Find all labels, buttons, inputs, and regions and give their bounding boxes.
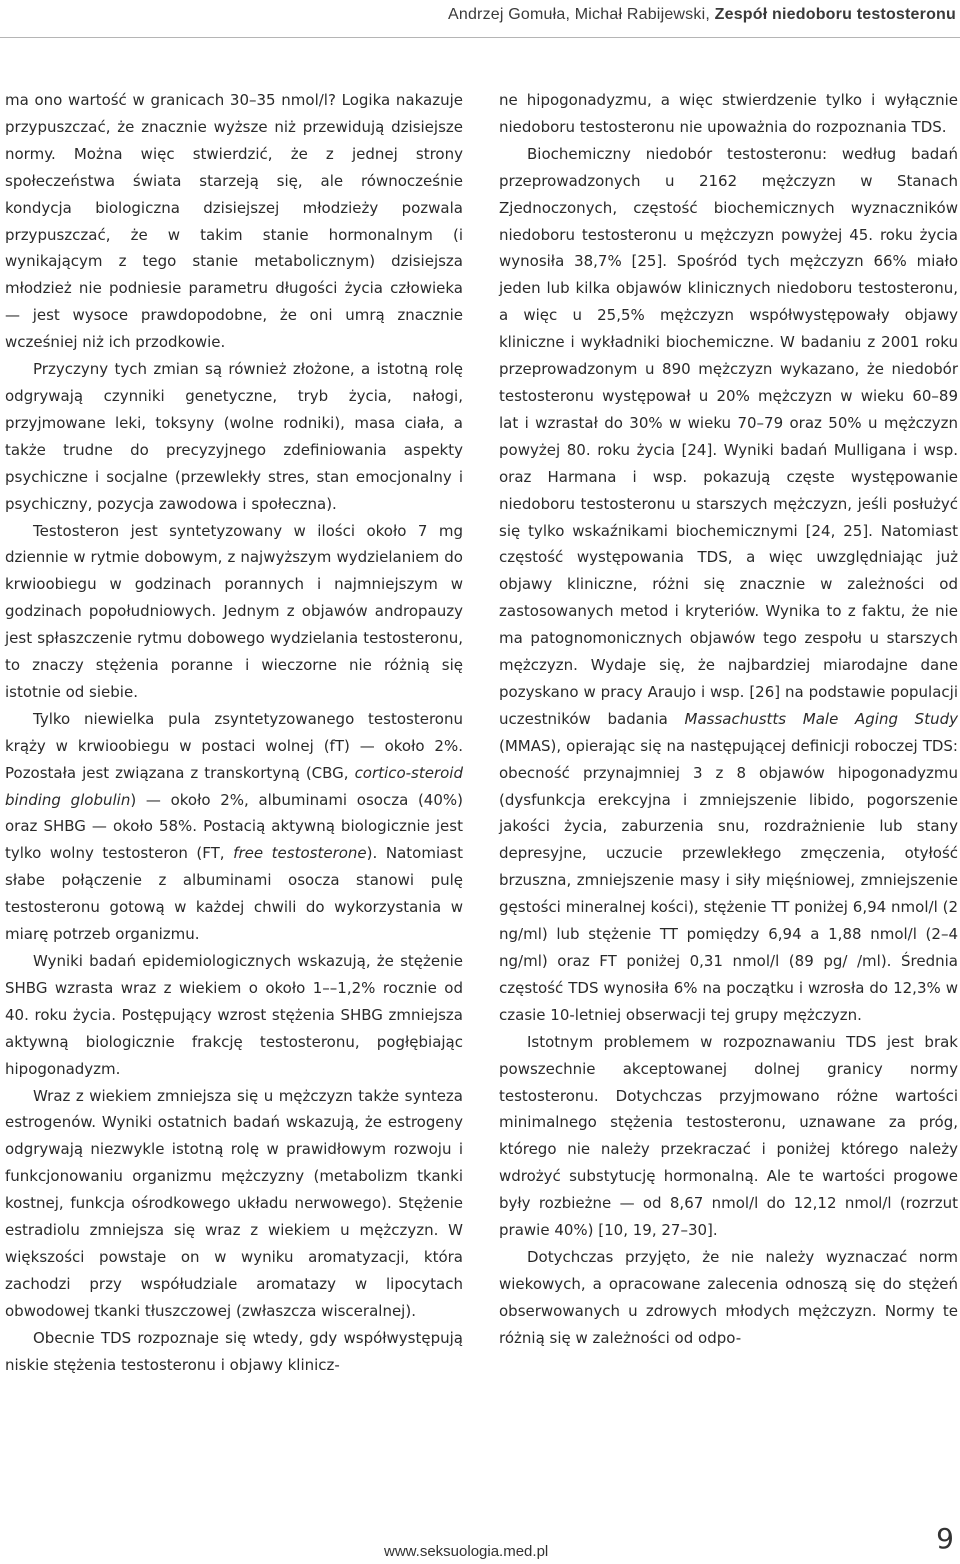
running-header (448, 6, 956, 24)
paragraph-text: ). Natomiast słabe połączenie z albuminami osocza stanowi pulę testosteronu gotową w każdej chwili do wykorzystania w miarę potrzeb organizmu. (5, 844, 463, 944)
paragraph: ne hipogonadyzmu, a więc stwierdzenie tylko i wyłącznie niedoboru testosteronu nie upoważnia do rozpoznania TDS. (499, 91, 958, 136)
right-column (499, 87, 958, 1352)
paragraph: ma ono wartość w granicach 30–35 nmol/l? Logika nakazuje przypuszczać, że znacznie wyższe niż przewidują dzisiejsze normy. Można więc stwierdzić, że z jednej strony społeczeństwa świata starzeją się, ale równocześnie kondycja biologiczna dzisiejszej młodzieży pozwala przypuszczać, że w takim stanie hormonalnym (i wynikającym z tego stanie metabolicznym) dzisiejsza młodzież nie podniesie parametru długości życia człowieka — jest wysoce prawdopodobne, że oni umrą znacznie wcześniej niż ich przodkowie. (5, 91, 463, 352)
header-authors: Andrzej Gomuła, Michał Rabijewski, (447, 6, 715, 23)
paragraph-text: Tylko niewielka pula zsyntetyzowanego testosteronu krąży w krwioobiegu w postaci wolnej (fT) — około 2%. Pozostała jest związana z transkortyną (CBG, (5, 709, 463, 782)
paragraph: Istotnym problemem w rozpoznawaniu TDS jest brak powszechnie akceptowanej dolnej granicy normy testosteronu. Dotychczas przyjmowano różne wartości minimalnego stężenia testosteronu, uznawane za próg, którego nie należy przekraczać i poniżej którego należy wdrożyć substytucję hormonalną. Ale te wartości progowe były rozbieżne — od 8,67 nmol/l do 12,12 nmol/l (rozrzut prawie 40%) [10, 19, 27–30]. (499, 1032, 958, 1240)
paragraph: Wraz z wiekiem zmniejsza się u mężczyzn także synteza estrogenów. Wyniki ostatnich badań wskazują, że estrogeny odgrywają niezwykle istotną rolę w prawidłowym rozwoju i funkcjonowaniu organizmu mężczyzny (metabolizm tkanki kostnej, funkcja ośrodkowego układu nerwowego). Stężenie estradiolu zmniejsza się wraz z wiekiem u mężczyzn. W większości powstaje on w wyniku aromatyzacji, która zachodzi przy współudziale aromatazy w lipocytach obwodowej tkanki tłuszczowej (zwłaszcza wisceralnej). (5, 1086, 463, 1320)
paragraph-text: (MMAS), opierając się na następującej definicji roboczej TDS: obecność przynajmniej 3 z 8 objawów hipogonadyzmu (dysfunkcja erekcyjna i zmniejszenie libido, pogorszenie jakości życia, zaburzenia snu, rozdrażnienie lub stany depresyjne, uczucie przewlekłego zmęczenia, otyłość brzuszna, zmniejszenie masy i siły mięśniowej, zmniejszenie gęstości mineralnej kości), stężenie TT poniżej 6,94 nmol/l (2 ng/ml) lub stężenie TT pomiędzy 6,94 a 1,88 nmol/l (2–4 ng/ml) oraz FT poniżej 0,31 nmol/l (89 pg/ /ml). Średnia częstość TDS wynosiła 6% na początku i wzrosła do 12,3% w czasie 10-letniej obserwacji tej grupy mężczyzn. (499, 736, 958, 1024)
paragraph: Wyniki badań epidemiologicznych wskazują, że stężenie SHBG wzrasta wraz z wiekiem o około 1––1,2% rocznie od 40. roku życia. Postępujący wzrost stężenia SHBG zmniejsza aktywną biologicznie frakcję testosteronu, pogłębiając hipogonadyzm. (5, 952, 463, 1078)
paragraph (499, 141, 958, 1029)
header-title: Zespół niedoboru testosteronu (714, 6, 956, 23)
header-divider (0, 37, 960, 38)
paragraph: Obecnie TDS rozpoznaje się wtedy, gdy współwystępują niskie stężenia testosteronu i objawy klinicz- (5, 1328, 463, 1374)
paragraph: Przyczyny tych zmian są również złożone, a istotną rolę odgrywają czynniki genetyczne, tryb życia, nałogi, przyjmowane leki, toksyny (wolne rodniki), masa ciała, a także trudne do precyzyjnego zdefiniowania aspekty psychiczne i socjalne (przewlekły stres, stan emocjonalny i psychiczny, pozycja zawodowa i społeczna). (5, 360, 463, 513)
italic-term: free testosterone (233, 844, 367, 863)
paragraph-text: Biochemiczny niedobór testosteronu: według badań przeprowadzonych u 2162 mężczyzn w Stanach Zjednoczonych, częstość biochemicznych wyznaczników niedoboru testosteronu u mężczyzn powyżej 45. roku życia wynosiła 38,7% [25]. Spośród tych mężczyzn 66% miało jeden lub kilka objawów klinicznych niedoboru testosteronu, a więc u 25,5% mężczyzn współwystępowały objawy kliniczne i wykładniki biochemiczne. W badaniu z 2001 roku przeprowadzonym u 890 mężczyzn wykazano, że niedobór testosteronu występował u 20% mężczyzn w wieku 60–89 lat i wzrastał do 30% w wieku 70–79 oraz 50% u mężczyzn powyżej 80. roku życia [24]. Wyniki badań Mulligana i wsp. oraz Harmana i wsp. pokazują częste występowanie niedoboru testosteronu u starszych mężczyzn, jeśli posłużyć się tylko wskaźnikami biochemicznymi [24, 25]. Natomiast częstość występowania TDS, a więc uwzględniając już objawy kliniczne, różni się znacznie w zależności od zastosowanych metod i kryteriów. Wynika to z faktu, że nie ma patognomonicznych objawów tego zespołu u starszych mężczyzn. Wydaje się, że najbardziej miarodajne dane pozyskano w pracy Araujo i wsp. [26] na podstawie populacji uczestników badania (499, 144, 958, 728)
paragraph (5, 706, 463, 948)
italic-term: Massachustts Male Aging Study (684, 709, 958, 728)
paragraph: Testosteron jest syntetyzowany w ilości około 7 mg dziennie w rytmie dobowym, z najwyższym wydzielaniem do krwioobiegu w godzinach porannych i najmniejszym w godzinach popołudniowych. Jednym z objawów andropauzy jest spłaszczenie rytmu dobowego wydzielania testosteronu, to znaczy stężenia poranne i wieczorne nie różnią się istotnie od siebie. (5, 521, 463, 701)
italic-term: cortico-steroid binding globulin (5, 763, 463, 809)
paragraph-text: ) — około 2%, albuminami osocza (40%) oraz SHBG — około 58%. Postacią aktywną biologicznie jest tylko wolny testosteron (FT, (5, 790, 463, 863)
left-column (5, 87, 463, 1379)
footer-url: www.seksuologia.med.pl (384, 1543, 549, 1560)
page-number: 9 (936, 1522, 954, 1555)
paragraph: Dotychczas przyjęto, że nie należy wyznaczać norm wiekowych, a opracowane zalecenia odnoszą się do stężeń obserwowanych u zdrowych młodych mężczyzn. Normy te różnią się w zależności od odpo- (499, 1247, 958, 1347)
